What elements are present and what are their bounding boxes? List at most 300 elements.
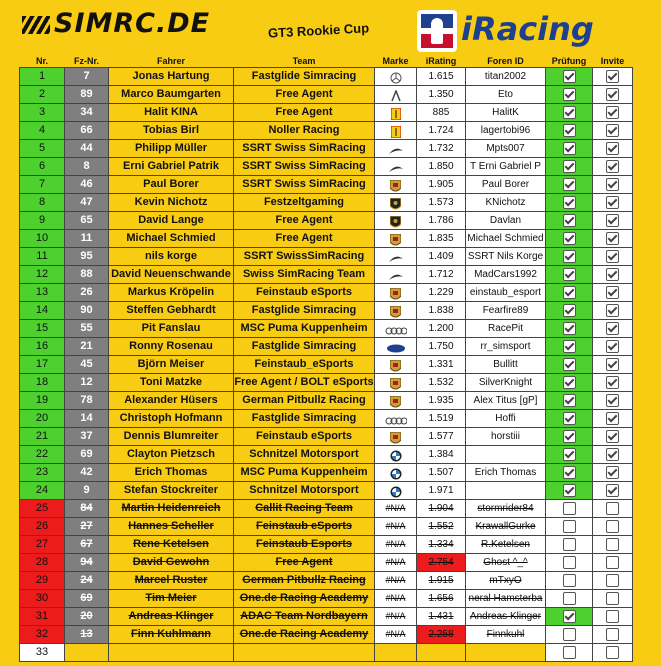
driver-name: David Gewohn: [109, 554, 234, 572]
invite-checkbox[interactable]: [606, 574, 619, 587]
brand-cell: #N/A: [375, 608, 417, 626]
forum-id: RacePit: [466, 320, 546, 338]
table-row: [20, 446, 633, 464]
table-row: [20, 104, 633, 122]
pruefung-checkbox[interactable]: [563, 556, 576, 569]
row-number: 3: [20, 104, 65, 122]
invite-cell: [593, 140, 633, 158]
pruefung-checkbox[interactable]: [563, 628, 576, 641]
brand-cell: #N/A: [375, 536, 417, 554]
pruefung-cell: [546, 140, 593, 158]
driver-name: nils korge: [109, 248, 234, 266]
porsche-logo: [390, 234, 401, 244]
table-row: [20, 482, 633, 500]
invite-cell: [593, 320, 633, 338]
table-row: [20, 266, 633, 284]
row-number: 1: [20, 68, 65, 86]
table-row: [20, 302, 633, 320]
car-number: 55: [65, 320, 109, 338]
row-number: 6: [20, 158, 65, 176]
team-name: ADAC Team Nordbayern: [234, 608, 375, 626]
forum-id: titan2002: [466, 68, 546, 86]
table-row: [20, 320, 633, 338]
row-number: 25: [20, 500, 65, 518]
pruefung-checkbox[interactable]: [563, 520, 576, 533]
invite-cell: [593, 608, 633, 626]
brand-cell: #N/A: [375, 572, 417, 590]
brand-cell: [375, 248, 417, 266]
team-name: SSRT Swiss SimRacing: [234, 176, 375, 194]
table-row: [20, 230, 633, 248]
pruefung-checkbox[interactable]: [563, 142, 576, 155]
driver-table: [19, 55, 633, 662]
forum-id: [466, 482, 546, 500]
pruefung-cell: [546, 266, 593, 284]
forum-id: Hoffi: [466, 410, 546, 428]
car-number: 89: [65, 86, 109, 104]
forum-id: T Erni Gabriel P: [466, 158, 546, 176]
bmw-logo: [390, 468, 402, 478]
driver-name: Alexander Hüsers: [109, 392, 234, 410]
pruefung-checkbox[interactable]: [563, 88, 576, 101]
pruefung-cell: [546, 410, 593, 428]
row-number: 7: [20, 176, 65, 194]
team-name: SSRT Swiss SimRacing: [234, 140, 375, 158]
team-name: MSC Puma Kuppenheim: [234, 320, 375, 338]
driver-name: Dennis Blumreiter: [109, 428, 234, 446]
pruefung-cell: [546, 428, 593, 446]
irating-value: 1.656: [417, 590, 466, 608]
irating-value: 1.750: [417, 338, 466, 356]
irating-value: 1.971: [417, 482, 466, 500]
pruefung-checkbox[interactable]: [563, 484, 576, 497]
team-name: Schnitzel Motorsport: [234, 482, 375, 500]
invite-cell: [593, 122, 633, 140]
car-number: 45: [65, 356, 109, 374]
pruefung-cell: [546, 122, 593, 140]
driver-name: Tim Meier: [109, 590, 234, 608]
invite-checkbox[interactable]: [606, 160, 619, 173]
team-name: Feinstaub_eSports: [234, 356, 375, 374]
table-row: [20, 590, 633, 608]
pruefung-checkbox[interactable]: [563, 214, 576, 227]
team-name: Free Agent: [234, 230, 375, 248]
car-number: 78: [65, 392, 109, 410]
pruefung-checkbox[interactable]: [563, 466, 576, 479]
invite-cell: [593, 212, 633, 230]
table-row: [20, 500, 633, 518]
pruefung-cell: [546, 482, 593, 500]
driver-name: Martin Heidenreich: [109, 500, 234, 518]
invite-checkbox[interactable]: [606, 538, 619, 551]
invite-checkbox[interactable]: [606, 610, 619, 623]
car-number: [65, 644, 109, 662]
driver-name: Halit KINA: [109, 104, 234, 122]
brand-cell: [375, 266, 417, 284]
forum-id: mTxyO: [466, 572, 546, 590]
row-number: 30: [20, 590, 65, 608]
irating-value: 1.905: [417, 176, 466, 194]
invite-checkbox[interactable]: [606, 376, 619, 389]
pruefung-cell: [546, 320, 593, 338]
pruefung-checkbox[interactable]: [563, 646, 576, 659]
table-row: [20, 122, 633, 140]
irating-value: 1.431: [417, 608, 466, 626]
invite-checkbox[interactable]: [606, 106, 619, 119]
table-row: [20, 248, 633, 266]
invite-checkbox[interactable]: [606, 394, 619, 407]
team-name: SSRT Swiss SimRacing: [234, 158, 375, 176]
team-name: Free Agent: [234, 104, 375, 122]
invite-checkbox[interactable]: [606, 232, 619, 245]
bmw-logo: [390, 450, 402, 460]
team-name: Schnitzel Motorsport: [234, 446, 375, 464]
iracing-logo-text: iRacing: [461, 10, 594, 48]
brand-cell: [375, 176, 417, 194]
invite-checkbox[interactable]: [606, 250, 619, 263]
pruefung-checkbox[interactable]: [563, 394, 576, 407]
car-number: 88: [65, 266, 109, 284]
team-name: Swiss SimRacing Team: [234, 266, 375, 284]
pruefung-checkbox[interactable]: [563, 340, 576, 353]
row-number: 21: [20, 428, 65, 446]
forum-id: SSRT Nils Korge: [466, 248, 546, 266]
irating-value: 1.334: [417, 536, 466, 554]
pruefung-cell: [546, 104, 593, 122]
table-row: [20, 608, 633, 626]
pruefung-checkbox[interactable]: [563, 502, 576, 515]
invite-checkbox[interactable]: [606, 268, 619, 281]
invite-checkbox[interactable]: [606, 142, 619, 155]
car-number: 14: [65, 410, 109, 428]
simrc-logo: [22, 8, 210, 39]
invite-checkbox[interactable]: [606, 358, 619, 371]
team-name: [234, 644, 375, 662]
row-number: 9: [20, 212, 65, 230]
table-row: [20, 464, 633, 482]
audi-logo: [385, 324, 407, 334]
row-number: 33: [20, 644, 65, 662]
table-row: [20, 392, 633, 410]
team-name: Fastglide Simracing: [234, 68, 375, 86]
brand-cell: [375, 194, 417, 212]
car-number: 94: [65, 554, 109, 572]
pruefung-cell: [546, 464, 593, 482]
row-number: 5: [20, 140, 65, 158]
forum-id: Fearfire89: [466, 302, 546, 320]
invite-checkbox[interactable]: [606, 70, 619, 83]
driver-name: Toni Matzke: [109, 374, 234, 392]
porsche-logo: [390, 378, 401, 388]
brand-cell: [375, 338, 417, 356]
pruefung-checkbox[interactable]: [563, 412, 576, 425]
row-number: 11: [20, 248, 65, 266]
invite-cell: [593, 158, 633, 176]
forum-id: KrawallGurke: [466, 518, 546, 536]
car-number: 20: [65, 608, 109, 626]
brand-cell: #N/A: [375, 590, 417, 608]
mercedes-logo: [389, 72, 403, 82]
irating-value: 1.350: [417, 86, 466, 104]
team-name: Noller Racing: [234, 122, 375, 140]
invite-checkbox[interactable]: [606, 286, 619, 299]
driver-name: Rene Ketelsen: [109, 536, 234, 554]
pruefung-checkbox[interactable]: [563, 448, 576, 461]
pruefung-checkbox[interactable]: [563, 232, 576, 245]
pruefung-cell: [546, 392, 593, 410]
invite-checkbox[interactable]: [606, 466, 619, 479]
team-name: Feinstaub eSports: [234, 428, 375, 446]
table-row: [20, 374, 633, 392]
table-row: [20, 158, 633, 176]
driver-name: Ronny Rosenau: [109, 338, 234, 356]
row-number: 24: [20, 482, 65, 500]
pruefung-cell: [546, 212, 593, 230]
invite-checkbox[interactable]: [606, 520, 619, 533]
driver-name: Steffen Gebhardt: [109, 302, 234, 320]
invite-checkbox[interactable]: [606, 592, 619, 605]
forum-id: MadCars1992: [466, 266, 546, 284]
invite-checkbox[interactable]: [606, 214, 619, 227]
column-header: Fz-Nr.: [73, 56, 99, 66]
driver-name: Erich Thomas: [109, 464, 234, 482]
column-header: Team: [292, 56, 316, 66]
column-header: Prüfung: [551, 56, 587, 66]
forum-id: [466, 644, 546, 662]
forum-id: Bullitt: [466, 356, 546, 374]
pruefung-checkbox[interactable]: [563, 610, 576, 623]
irating-value: 1.532: [417, 374, 466, 392]
invite-checkbox[interactable]: [606, 502, 619, 515]
row-number: 14: [20, 302, 65, 320]
column-header: Marke: [382, 56, 409, 66]
mclaren-logo: [388, 162, 404, 172]
invite-checkbox[interactable]: [606, 646, 619, 659]
team-name: Feinstaub Esports: [234, 536, 375, 554]
invite-cell: [593, 428, 633, 446]
forum-id: rr_simsport: [466, 338, 546, 356]
pruefung-checkbox[interactable]: [563, 70, 576, 83]
invite-checkbox[interactable]: [606, 88, 619, 101]
driver-name: Michael Schmied: [109, 230, 234, 248]
pruefung-cell: [546, 194, 593, 212]
pruefung-checkbox[interactable]: [563, 286, 576, 299]
car-number: 66: [65, 122, 109, 140]
driver-name: Markus Kröpelin: [109, 284, 234, 302]
forum-id: horstiii: [466, 428, 546, 446]
team-name: One.de Racing Academy: [234, 590, 375, 608]
car-number: 27: [65, 518, 109, 536]
car-number: 47: [65, 194, 109, 212]
team-name: Feinstaub eSports: [234, 518, 375, 536]
invite-checkbox[interactable]: [606, 556, 619, 569]
pruefung-checkbox[interactable]: [563, 106, 576, 119]
invite-cell: [593, 590, 633, 608]
table-row: [20, 212, 633, 230]
pruefung-checkbox[interactable]: [563, 358, 576, 371]
brand-cell: [375, 284, 417, 302]
pruefung-cell: [546, 608, 593, 626]
driver-name: Erni Gabriel Patrik: [109, 158, 234, 176]
team-name: German Pitbullz Racing: [234, 572, 375, 590]
row-number: 27: [20, 536, 65, 554]
pruefung-checkbox[interactable]: [563, 196, 576, 209]
car-number: 9: [65, 482, 109, 500]
porsche-logo: [390, 180, 401, 190]
porsche-logo: [390, 360, 401, 370]
row-number: 20: [20, 410, 65, 428]
team-name: Fastglide Simracing: [234, 338, 375, 356]
bmw-logo: [390, 486, 402, 496]
invite-cell: [593, 86, 633, 104]
column-header: Fahrer: [156, 56, 185, 66]
car-number: 65: [65, 212, 109, 230]
pruefung-checkbox[interactable]: [563, 304, 576, 317]
pruefung-cell: [546, 500, 593, 518]
invite-cell: [593, 572, 633, 590]
column-header: Invite: [600, 56, 625, 66]
invite-cell: [593, 464, 633, 482]
car-number: 8: [65, 158, 109, 176]
car-number: 90: [65, 302, 109, 320]
invite-cell: [593, 356, 633, 374]
row-number: 10: [20, 230, 65, 248]
forum-id: Erich Thomas: [466, 464, 546, 482]
invite-cell: [593, 500, 633, 518]
team-name: Feinstaub eSports: [234, 284, 375, 302]
row-number: 26: [20, 518, 65, 536]
invite-checkbox[interactable]: [606, 484, 619, 497]
invite-checkbox[interactable]: [606, 322, 619, 335]
irating-value: 1.507: [417, 464, 466, 482]
invite-checkbox[interactable]: [606, 196, 619, 209]
pruefung-checkbox[interactable]: [563, 376, 576, 389]
pruefung-checkbox[interactable]: [563, 268, 576, 281]
table-row: [20, 410, 633, 428]
brand-cell: [375, 212, 417, 230]
invite-cell: [593, 284, 633, 302]
table-row: [20, 536, 633, 554]
driver-name: Björn Meiser: [109, 356, 234, 374]
forum-id: SilverKnight: [466, 374, 546, 392]
car-number: 46: [65, 176, 109, 194]
invite-cell: [593, 518, 633, 536]
brand-cell: [375, 428, 417, 446]
pruefung-cell: [546, 536, 593, 554]
pruefung-cell: [546, 176, 593, 194]
invite-cell: [593, 374, 633, 392]
invite-checkbox[interactable]: [606, 340, 619, 353]
invite-cell: [593, 194, 633, 212]
invite-checkbox[interactable]: [606, 628, 619, 641]
invite-cell: [593, 644, 633, 662]
column-header: Nr.: [35, 56, 48, 66]
car-number: 34: [65, 104, 109, 122]
invite-cell: [593, 482, 633, 500]
ferrari-logo: [391, 108, 401, 118]
car-number: 69: [65, 446, 109, 464]
team-name: MSC Puma Kuppenheim: [234, 464, 375, 482]
pruefung-checkbox[interactable]: [563, 178, 576, 191]
row-number: 13: [20, 284, 65, 302]
pruefung-checkbox[interactable]: [563, 574, 576, 587]
invite-checkbox[interactable]: [606, 124, 619, 137]
pruefung-checkbox[interactable]: [563, 124, 576, 137]
pruefung-cell: [546, 518, 593, 536]
pruefung-checkbox[interactable]: [563, 538, 576, 551]
row-number: 16: [20, 338, 65, 356]
pruefung-checkbox[interactable]: [563, 250, 576, 263]
pruefung-checkbox[interactable]: [563, 430, 576, 443]
team-name: Free Agent: [234, 212, 375, 230]
row-number: 19: [20, 392, 65, 410]
table-row: [20, 626, 633, 644]
team-name: SSRT SwissSimRacing: [234, 248, 375, 266]
invite-cell: [593, 104, 633, 122]
brand-cell: [375, 122, 417, 140]
invite-checkbox[interactable]: [606, 412, 619, 425]
driver-name: Pit Fanslau: [109, 320, 234, 338]
porsche-logo: [390, 396, 401, 406]
forum-id: Finnkuhl: [466, 626, 546, 644]
mclaren-logo: [388, 270, 404, 280]
invite-cell: [593, 392, 633, 410]
brand-cell: #N/A: [375, 518, 417, 536]
pruefung-checkbox[interactable]: [563, 592, 576, 605]
invite-checkbox[interactable]: [606, 178, 619, 191]
car-number: 7: [65, 68, 109, 86]
invite-cell: [593, 248, 633, 266]
car-number: 69: [65, 590, 109, 608]
simrc-stripes-icon: [22, 16, 50, 34]
car-number: 37: [65, 428, 109, 446]
row-number: 22: [20, 446, 65, 464]
driver-name: [109, 644, 234, 662]
pruefung-cell: [546, 248, 593, 266]
brand-cell: #N/A: [375, 626, 417, 644]
porsche-logo: [390, 288, 401, 298]
invite-checkbox[interactable]: [606, 304, 619, 317]
invite-checkbox[interactable]: [606, 448, 619, 461]
table-row: [20, 518, 633, 536]
forum-id: Alex Titus [gP]: [466, 392, 546, 410]
pruefung-checkbox[interactable]: [563, 160, 576, 173]
driver-name: Stefan Stockreiter: [109, 482, 234, 500]
irating-value: 1.935: [417, 392, 466, 410]
irating-value: 1.200: [417, 320, 466, 338]
driver-name: Hannes Scheller: [109, 518, 234, 536]
forum-id: Paul Borer: [466, 176, 546, 194]
forum-id: Andreas Klinger: [466, 608, 546, 626]
pruefung-cell: [546, 572, 593, 590]
pruefung-checkbox[interactable]: [563, 322, 576, 335]
car-number: 24: [65, 572, 109, 590]
forum-id: Eto: [466, 86, 546, 104]
team-name: Fastglide Simracing: [234, 410, 375, 428]
mclaren-logo: [388, 144, 404, 154]
iracing-logo: [417, 10, 657, 52]
forum-id: lagertobi96: [466, 122, 546, 140]
pruefung-cell: [546, 626, 593, 644]
car-number: 42: [65, 464, 109, 482]
pruefung-cell: [546, 68, 593, 86]
forum-id: einstaub_esport: [466, 284, 546, 302]
row-number: 8: [20, 194, 65, 212]
irating-value: 1.850: [417, 158, 466, 176]
driver-name: Jonas Hartung: [109, 68, 234, 86]
invite-checkbox[interactable]: [606, 430, 619, 443]
lamborghini-logo: [390, 198, 401, 208]
